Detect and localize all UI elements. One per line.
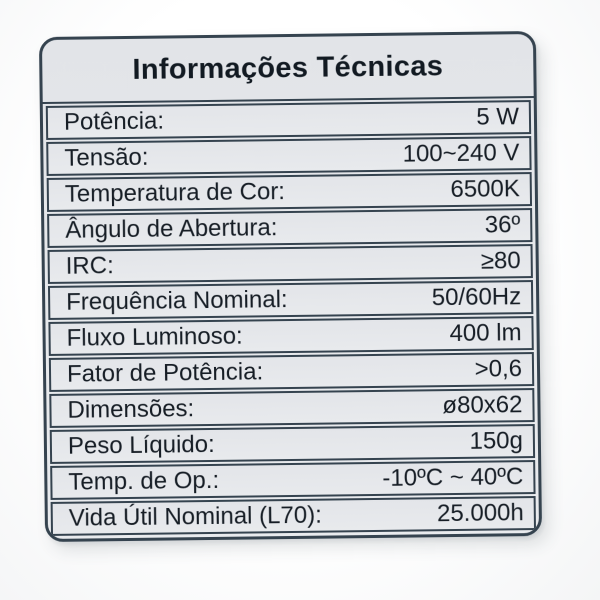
spec-label: Peso Líquido: (67, 430, 215, 460)
spec-row (50, 424, 535, 464)
label-title: Informações Técnicas (132, 49, 444, 86)
spec-label: Frequência Nominal: (66, 286, 288, 316)
spec-label: Dimensões: (67, 395, 195, 424)
spec-label: Temperatura de Cor: (64, 178, 286, 208)
spec-value: ø80x62 (442, 391, 523, 420)
spec-label: IRC: (65, 252, 114, 280)
spec-value: >0,6 (474, 355, 523, 383)
spec-label: Potência: (63, 107, 165, 136)
label-title-row (42, 34, 534, 104)
spec-value: 36º (484, 211, 521, 239)
technical-info-label (39, 31, 542, 542)
spec-label: Ângulo de Abertura: (65, 214, 278, 244)
spec-row (49, 352, 534, 392)
spec-value: 100~240 V (402, 139, 520, 168)
spec-row (48, 316, 533, 356)
spec-row (47, 208, 532, 248)
spec-row (50, 460, 535, 500)
spec-row (48, 280, 533, 320)
spec-row (51, 496, 536, 536)
spec-value: 5 W (476, 103, 520, 131)
spec-row (46, 136, 531, 176)
spec-value: -10ºC ~ 40ºC (382, 463, 524, 492)
spec-value: 25.000h (436, 499, 524, 528)
spec-label: Temp. de Op.: (68, 466, 220, 496)
spec-value: ≥80 (480, 247, 521, 275)
spec-label: Fluxo Luminoso: (66, 322, 243, 352)
spec-value: 150g (469, 427, 524, 455)
spec-row (48, 244, 533, 284)
spec-label: Vida Útil Nominal (L70): (68, 501, 322, 532)
spec-row (49, 388, 534, 428)
spec-value: 50/60Hz (431, 283, 522, 312)
spec-value: 6500K (450, 175, 520, 204)
spec-value: 400 lm (449, 319, 522, 348)
spec-row (47, 172, 532, 212)
spec-label: Fator de Potência: (66, 358, 264, 388)
spec-table (43, 98, 539, 539)
spec-row (46, 100, 531, 140)
spec-label: Tensão: (64, 143, 149, 172)
